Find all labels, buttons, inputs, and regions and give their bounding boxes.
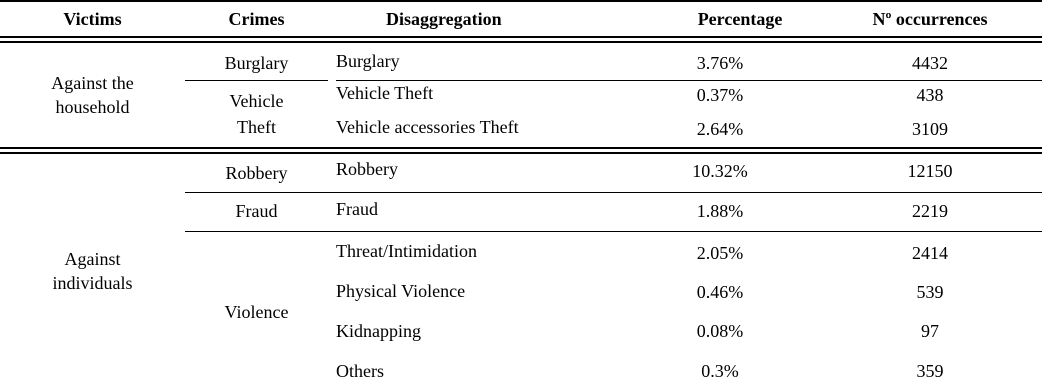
header-occurrences: Nº occurrences [872, 9, 988, 29]
header-crimes: Crimes [228, 9, 285, 29]
crime-vehicle-theft-line1: Vehicle [229, 91, 284, 111]
group-double-rule-bottom [0, 152, 1042, 154]
victims-individuals-line2: individuals [52, 273, 133, 293]
pct-threat-intimidation: 2.05% [696, 243, 744, 263]
disagg-robbery: Robbery [336, 159, 398, 179]
crime-robbery: Robbery [225, 163, 288, 183]
victims-household-line1: Against the [51, 73, 134, 93]
rule-after-robbery [185, 192, 1042, 193]
disagg-vehicle-accessories-theft: Vehicle accessories Theft [336, 117, 519, 137]
occ-burglary: 4432 [912, 53, 948, 73]
pct-vehicle-theft: 0.37% [696, 85, 744, 105]
disagg-others: Others [336, 361, 384, 381]
crime-fraud: Fraud [235, 201, 278, 221]
header-disaggregation: Disaggregation [386, 9, 502, 29]
header-double-rule-top [0, 36, 1042, 38]
occ-others: 359 [916, 361, 944, 381]
rule-after-burglary-row [336, 80, 1042, 81]
disagg-kidnapping: Kidnapping [336, 321, 421, 341]
header-percentage: Percentage [697, 9, 783, 29]
crime-vehicle-theft-line2: Theft [237, 117, 276, 137]
victims-individuals-line1: Against [64, 249, 121, 269]
occ-threat-intimidation: 2414 [912, 243, 948, 263]
disagg-threat-intimidation: Threat/Intimidation [336, 241, 477, 261]
occ-fraud: 2219 [912, 201, 948, 221]
group-double-rule-top [0, 147, 1042, 149]
crime-burglary: Burglary [224, 53, 289, 73]
disagg-burglary: Burglary [336, 51, 400, 71]
header-double-rule-bottom [0, 41, 1042, 43]
pct-others: 0.3% [701, 361, 739, 381]
occ-vehicle-accessories-theft: 3109 [912, 119, 948, 139]
top-rule [0, 0, 1042, 2]
pct-kidnapping: 0.08% [696, 321, 744, 341]
disagg-fraud: Fraud [336, 199, 378, 219]
occ-robbery: 12150 [907, 161, 953, 181]
disagg-vehicle-theft: Vehicle Theft [336, 83, 434, 103]
pct-vehicle-accessories-theft: 2.64% [696, 119, 744, 139]
rule-after-burglary-crime [185, 80, 328, 81]
crime-violence: Violence [224, 302, 289, 322]
disagg-physical-violence: Physical Violence [336, 281, 466, 301]
occ-kidnapping: 97 [921, 321, 939, 341]
pct-robbery: 10.32% [692, 161, 748, 181]
rule-after-fraud [185, 231, 1042, 232]
pct-burglary: 3.76% [696, 53, 744, 73]
pct-fraud: 1.88% [696, 201, 744, 221]
header-victims: Victims [63, 9, 122, 29]
pct-physical-violence: 0.46% [696, 282, 744, 302]
occ-vehicle-theft: 438 [916, 85, 944, 105]
occ-physical-violence: 539 [916, 282, 944, 302]
victims-household-line2: household [55, 97, 130, 117]
